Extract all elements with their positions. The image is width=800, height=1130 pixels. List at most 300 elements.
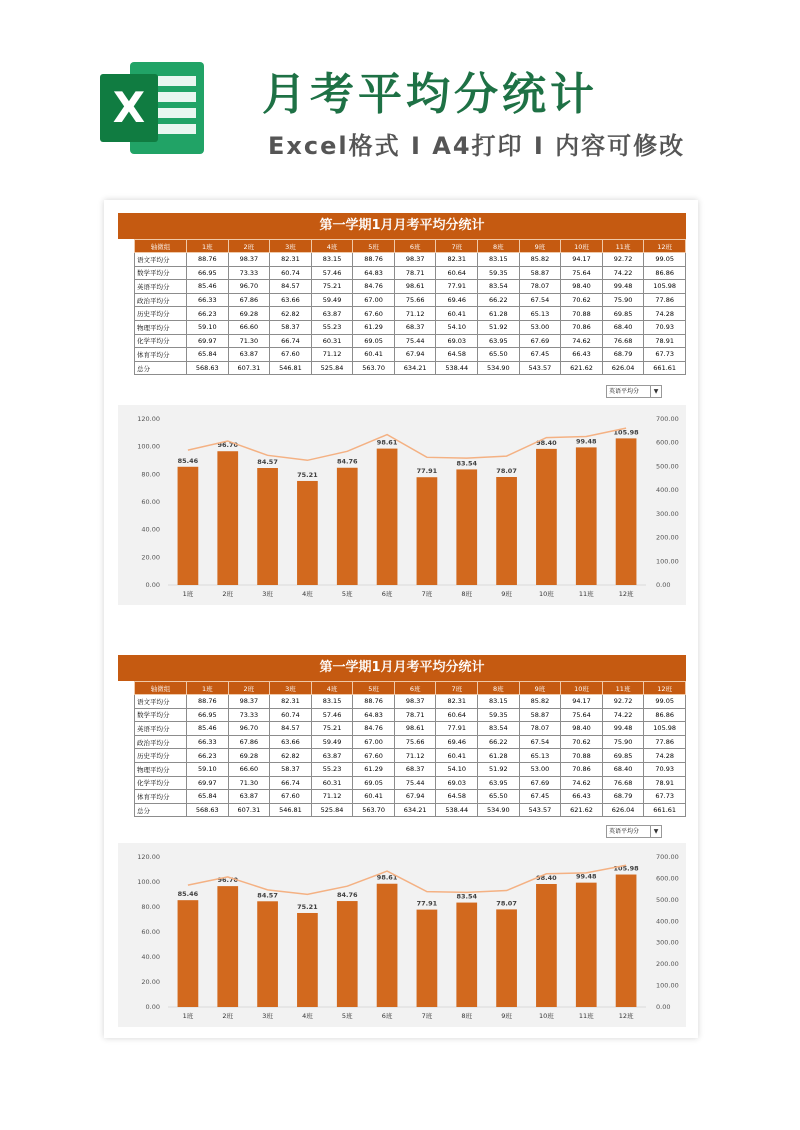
table-cell[interactable]: 84.57 <box>270 722 312 736</box>
table-cell[interactable]: 66.95 <box>187 708 229 722</box>
dropdown-value: 英语平均分 <box>609 828 640 835</box>
table-cell[interactable]: 61.28 <box>478 307 520 321</box>
column-header: 5班 <box>353 240 395 253</box>
table-cell[interactable]: 68.40 <box>602 320 644 334</box>
table-cell[interactable]: 85.46 <box>187 722 229 736</box>
x-tick-label: 8班 <box>461 1012 473 1020</box>
table-cell[interactable]: 84.57 <box>270 280 312 294</box>
y-axis-left-tick: 100.00 <box>137 878 160 886</box>
table-cell[interactable]: 53.00 <box>519 762 561 776</box>
x-tick-label: 3班 <box>262 1012 273 1020</box>
table-cell[interactable]: 69.85 <box>602 307 644 321</box>
table-cell[interactable]: 74.22 <box>602 708 644 722</box>
table-cell[interactable]: 67.45 <box>519 790 561 804</box>
y-axis-right-tick: 600.00 <box>656 874 679 883</box>
table-row <box>135 293 686 307</box>
table-cell[interactable]: 661.61 <box>644 803 686 817</box>
table-cell[interactable]: 69.46 <box>436 293 478 307</box>
table-cell[interactable]: 92.72 <box>602 695 644 709</box>
table-cell[interactable]: 99.05 <box>644 253 686 267</box>
table-cell[interactable]: 75.64 <box>561 266 603 280</box>
column-header: 8班 <box>478 682 520 695</box>
table-cell[interactable]: 83.54 <box>478 722 520 736</box>
table-cell[interactable]: 563.70 <box>353 803 395 817</box>
table-cell[interactable]: 71.30 <box>228 776 270 790</box>
table-cell[interactable]: 60.31 <box>311 334 353 348</box>
table-cell[interactable]: 69.85 <box>602 749 644 763</box>
table-cell[interactable]: 59.35 <box>478 708 520 722</box>
excel-logo-letter: X <box>112 83 146 132</box>
table-cell[interactable]: 71.12 <box>394 749 436 763</box>
table-cell[interactable]: 66.23 <box>187 307 229 321</box>
row-label[interactable]: 历史平均分 <box>135 749 187 763</box>
column-header: 轴微组 <box>135 240 187 253</box>
table-cell[interactable]: 98.61 <box>394 722 436 736</box>
table-body <box>135 253 686 375</box>
table-cell[interactable]: 59.35 <box>478 266 520 280</box>
table-cell[interactable]: 66.33 <box>187 735 229 749</box>
table-row <box>135 776 686 790</box>
table-cell[interactable]: 75.64 <box>561 708 603 722</box>
y-axis-right-tick: 100.00 <box>656 981 679 990</box>
x-tick-label: 6班 <box>381 590 393 598</box>
table-cell[interactable]: 94.17 <box>561 695 603 709</box>
bar <box>178 900 199 1007</box>
table-cell[interactable]: 88.76 <box>187 695 229 709</box>
y-axis-left-tick: 60.00 <box>141 928 160 936</box>
table-cell[interactable]: 563.70 <box>353 361 395 375</box>
table-cell[interactable]: 65.13 <box>519 749 561 763</box>
table-row <box>135 749 686 763</box>
table-cell[interactable]: 71.12 <box>394 307 436 321</box>
y-axis-right-tick: 700.00 <box>656 415 679 423</box>
y-axis-left-tick: 0.00 <box>145 581 160 589</box>
table-cell[interactable]: 568.63 <box>187 803 229 817</box>
table-cell[interactable]: 59.49 <box>311 735 353 749</box>
table-cell[interactable]: 82.31 <box>436 253 478 267</box>
table-cell[interactable]: 60.64 <box>436 708 478 722</box>
page-title: 月考平均分统计 <box>262 69 598 120</box>
table-cell[interactable]: 84.76 <box>353 722 395 736</box>
table-cell[interactable]: 70.88 <box>561 307 603 321</box>
row-label[interactable]: 政治平均分 <box>135 735 187 749</box>
table-cell[interactable]: 626.04 <box>602 361 644 375</box>
chevron-down-icon[interactable]: ▼ <box>650 826 661 837</box>
table-cell[interactable]: 77.91 <box>436 722 478 736</box>
table-cell[interactable]: 98.37 <box>394 253 436 267</box>
table-cell[interactable]: 75.44 <box>394 334 436 348</box>
x-tick-label: 10班 <box>539 590 554 598</box>
table-cell[interactable]: 66.23 <box>187 749 229 763</box>
table-cell[interactable]: 59.49 <box>311 293 353 307</box>
table-cell[interactable]: 76.68 <box>602 334 644 348</box>
table-cell[interactable]: 69.28 <box>228 749 270 763</box>
table-cell[interactable]: 634.21 <box>394 361 436 375</box>
table-cell[interactable]: 61.28 <box>478 749 520 763</box>
table-cell[interactable]: 69.03 <box>436 334 478 348</box>
data-label: 75.21 <box>297 902 318 911</box>
table-cell[interactable]: 75.90 <box>602 735 644 749</box>
table-cell[interactable]: 63.87 <box>311 749 353 763</box>
y-axis-right-tick: 0.00 <box>656 1003 671 1011</box>
table-cell[interactable]: 57.46 <box>311 266 353 280</box>
table-cell[interactable]: 538.44 <box>436 803 478 817</box>
table-cell[interactable]: 69.46 <box>436 735 478 749</box>
table-cell[interactable]: 78.07 <box>519 722 561 736</box>
table-cell[interactable]: 68.79 <box>602 348 644 362</box>
table-cell[interactable]: 76.68 <box>602 776 644 790</box>
bar <box>337 468 358 585</box>
table-cell[interactable]: 85.82 <box>519 695 561 709</box>
column-header: 1班 <box>187 682 229 695</box>
table-cell[interactable]: 98.40 <box>561 722 603 736</box>
table-cell[interactable]: 85.46 <box>187 280 229 294</box>
table-cell[interactable]: 82.31 <box>436 695 478 709</box>
table-cell[interactable]: 78.71 <box>394 266 436 280</box>
table-cell[interactable]: 84.76 <box>353 280 395 294</box>
table-cell[interactable]: 83.15 <box>311 695 353 709</box>
table-cell[interactable]: 546.81 <box>270 803 312 817</box>
table-cell[interactable]: 98.37 <box>228 695 270 709</box>
table-cell[interactable]: 94.17 <box>561 253 603 267</box>
table-body <box>135 695 686 817</box>
table-cell[interactable]: 59.10 <box>187 320 229 334</box>
table-cell[interactable]: 69.28 <box>228 307 270 321</box>
table-cell[interactable]: 607.31 <box>228 361 270 375</box>
table-cell[interactable]: 62.82 <box>270 749 312 763</box>
table-cell[interactable]: 67.94 <box>394 348 436 362</box>
table-cell[interactable]: 58.87 <box>519 266 561 280</box>
row-label[interactable]: 体育平均分 <box>135 790 187 804</box>
bar <box>377 449 398 585</box>
table-cell[interactable]: 607.31 <box>228 803 270 817</box>
table-cell[interactable]: 71.12 <box>311 348 353 362</box>
table-cell[interactable]: 538.44 <box>436 361 478 375</box>
table-cell[interactable]: 60.74 <box>270 266 312 280</box>
table-cell[interactable]: 568.63 <box>187 361 229 375</box>
table-cell[interactable]: 525.84 <box>311 361 353 375</box>
table-cell[interactable]: 67.60 <box>270 790 312 804</box>
table-cell[interactable]: 65.50 <box>478 348 520 362</box>
table-cell[interactable]: 88.76 <box>353 253 395 267</box>
data-table <box>134 681 686 817</box>
table-cell[interactable]: 67.73 <box>644 348 686 362</box>
table-cell[interactable]: 66.22 <box>478 735 520 749</box>
x-tick-label: 10班 <box>539 1012 554 1020</box>
table-cell[interactable]: 67.60 <box>353 749 395 763</box>
data-table <box>134 239 686 375</box>
table-cell[interactable]: 88.76 <box>353 695 395 709</box>
table-cell[interactable]: 64.83 <box>353 266 395 280</box>
y-axis-right-tick: 400.00 <box>656 486 679 495</box>
table-cell[interactable]: 70.93 <box>644 762 686 776</box>
table-cell[interactable]: 70.62 <box>561 735 603 749</box>
table-cell[interactable]: 83.54 <box>478 280 520 294</box>
table-cell[interactable]: 58.37 <box>270 762 312 776</box>
row-label[interactable]: 语文平均分 <box>135 253 187 267</box>
table-cell[interactable]: 59.10 <box>187 762 229 776</box>
chart-svg <box>118 843 686 1027</box>
table-cell[interactable]: 67.60 <box>270 348 312 362</box>
row-label[interactable]: 英语平均分 <box>135 280 187 294</box>
table-cell[interactable]: 68.37 <box>394 762 436 776</box>
row-label[interactable]: 历史平均分 <box>135 307 187 321</box>
table-cell[interactable]: 70.86 <box>561 762 603 776</box>
table-cell[interactable]: 63.87 <box>311 307 353 321</box>
table-cell[interactable]: 98.37 <box>228 253 270 267</box>
table-cell[interactable]: 64.58 <box>436 348 478 362</box>
table-cell[interactable]: 63.87 <box>228 348 270 362</box>
table-cell[interactable]: 83.15 <box>311 253 353 267</box>
row-label[interactable]: 化学平均分 <box>135 334 187 348</box>
data-label: 98.61 <box>376 873 398 882</box>
table-cell[interactable]: 105.98 <box>644 280 686 294</box>
column-header: 1班 <box>187 240 229 253</box>
table-cell[interactable]: 71.30 <box>228 334 270 348</box>
table-cell[interactable]: 55.23 <box>311 762 353 776</box>
table-row <box>135 735 686 749</box>
sheet-banner: 第一学期1月月考平均分统计 <box>118 655 686 681</box>
row-label[interactable]: 总分 <box>135 803 187 817</box>
table-cell[interactable]: 66.95 <box>187 266 229 280</box>
table-cell[interactable]: 54.10 <box>436 762 478 776</box>
table-cell[interactable]: 69.05 <box>353 334 395 348</box>
table-cell[interactable]: 67.00 <box>353 735 395 749</box>
data-label: 85.46 <box>177 890 199 899</box>
table-cell[interactable]: 534.90 <box>478 803 520 817</box>
table-cell[interactable]: 64.83 <box>353 708 395 722</box>
table-cell[interactable]: 75.44 <box>394 776 436 790</box>
table-cell[interactable]: 74.62 <box>561 776 603 790</box>
table-cell[interactable]: 63.95 <box>478 334 520 348</box>
data-label: 78.07 <box>496 899 517 908</box>
table-cell[interactable]: 69.97 <box>187 334 229 348</box>
table-cell[interactable]: 534.90 <box>478 361 520 375</box>
x-tick-label: 3班 <box>262 590 273 598</box>
table-cell[interactable]: 63.95 <box>478 776 520 790</box>
table-cell[interactable]: 82.31 <box>270 253 312 267</box>
table-cell[interactable]: 53.00 <box>519 320 561 334</box>
chevron-down-icon[interactable]: ▼ <box>650 386 661 397</box>
table-cell[interactable]: 63.66 <box>270 293 312 307</box>
table-cell[interactable]: 65.84 <box>187 790 229 804</box>
table-cell[interactable]: 60.41 <box>353 348 395 362</box>
table-cell[interactable]: 64.58 <box>436 790 478 804</box>
table-cell[interactable]: 77.86 <box>644 293 686 307</box>
table-cell[interactable]: 96.70 <box>228 722 270 736</box>
row-label[interactable]: 英语平均分 <box>135 722 187 736</box>
table-cell[interactable]: 69.97 <box>187 776 229 790</box>
table-cell[interactable]: 78.91 <box>644 334 686 348</box>
table-cell[interactable]: 546.81 <box>270 361 312 375</box>
table-cell[interactable]: 67.00 <box>353 293 395 307</box>
table-row <box>135 320 686 334</box>
subject-dropdown[interactable] <box>606 385 662 398</box>
subject-dropdown[interactable] <box>606 825 662 838</box>
table-cell[interactable]: 634.21 <box>394 803 436 817</box>
table-cell[interactable]: 83.15 <box>478 695 520 709</box>
table-cell[interactable]: 74.28 <box>644 749 686 763</box>
table-cell[interactable]: 51.92 <box>478 762 520 776</box>
table-cell[interactable]: 57.46 <box>311 708 353 722</box>
table-cell[interactable]: 78.07 <box>519 280 561 294</box>
x-tick-label: 7班 <box>421 590 433 598</box>
table-cell[interactable]: 99.48 <box>602 722 644 736</box>
table-cell[interactable]: 65.84 <box>187 348 229 362</box>
y-axis-left-tick: 20.00 <box>141 553 160 562</box>
row-label[interactable]: 化学平均分 <box>135 776 187 790</box>
table-cell[interactable]: 63.87 <box>228 790 270 804</box>
row-label[interactable]: 总分 <box>135 361 187 375</box>
row-label[interactable]: 数学平均分 <box>135 266 187 280</box>
table-cell[interactable]: 98.61 <box>394 280 436 294</box>
row-label[interactable]: 数学平均分 <box>135 708 187 722</box>
table-cell[interactable]: 70.62 <box>561 293 603 307</box>
table-cell[interactable]: 75.90 <box>602 293 644 307</box>
table-cell[interactable]: 105.98 <box>644 722 686 736</box>
table-cell[interactable]: 68.37 <box>394 320 436 334</box>
table-cell[interactable]: 525.84 <box>311 803 353 817</box>
table-cell[interactable]: 71.12 <box>311 790 353 804</box>
table-cell[interactable]: 66.43 <box>561 790 603 804</box>
table-cell[interactable]: 65.50 <box>478 790 520 804</box>
x-tick-label: 5班 <box>341 590 353 598</box>
table-cell[interactable]: 67.54 <box>519 735 561 749</box>
table-cell[interactable]: 78.91 <box>644 776 686 790</box>
table-cell[interactable]: 66.74 <box>270 776 312 790</box>
table-cell[interactable]: 60.41 <box>436 749 478 763</box>
table-cell[interactable]: 626.04 <box>602 803 644 817</box>
table-row <box>135 266 686 280</box>
table-cell[interactable]: 65.13 <box>519 307 561 321</box>
y-axis-right-tick: 500.00 <box>656 462 679 471</box>
table-cell[interactable]: 70.86 <box>561 320 603 334</box>
table-cell[interactable]: 67.86 <box>228 293 270 307</box>
table-cell[interactable]: 74.22 <box>602 266 644 280</box>
table-cell[interactable]: 67.94 <box>394 790 436 804</box>
row-label[interactable]: 体育平均分 <box>135 348 187 362</box>
bar <box>576 883 597 1007</box>
table-cell[interactable]: 66.60 <box>228 320 270 334</box>
table-cell[interactable]: 67.54 <box>519 293 561 307</box>
x-tick-label: 1班 <box>182 590 194 598</box>
table-cell[interactable]: 543.57 <box>519 803 561 817</box>
table-cell[interactable]: 70.93 <box>644 320 686 334</box>
table-cell[interactable]: 51.92 <box>478 320 520 334</box>
y-axis-right-tick: 700.00 <box>656 853 679 861</box>
table-cell[interactable]: 66.60 <box>228 762 270 776</box>
table-cell[interactable]: 69.05 <box>353 776 395 790</box>
table-cell[interactable]: 75.66 <box>394 293 436 307</box>
table-cell[interactable]: 68.40 <box>602 762 644 776</box>
table-cell[interactable]: 99.05 <box>644 695 686 709</box>
table-cell[interactable]: 78.71 <box>394 708 436 722</box>
table-cell[interactable]: 75.66 <box>394 735 436 749</box>
table-cell[interactable]: 66.33 <box>187 293 229 307</box>
table-cell[interactable]: 68.79 <box>602 790 644 804</box>
table-cell[interactable]: 86.86 <box>644 266 686 280</box>
table-cell[interactable]: 98.40 <box>561 280 603 294</box>
table-cell[interactable]: 55.23 <box>311 320 353 334</box>
table-cell[interactable]: 86.86 <box>644 708 686 722</box>
table-cell[interactable]: 60.31 <box>311 776 353 790</box>
table-cell[interactable]: 77.91 <box>436 280 478 294</box>
table-cell[interactable]: 67.69 <box>519 334 561 348</box>
table-cell[interactable]: 58.87 <box>519 708 561 722</box>
table-cell[interactable]: 61.29 <box>353 320 395 334</box>
data-label: 98.40 <box>536 438 557 447</box>
table-cell[interactable]: 62.82 <box>270 307 312 321</box>
table-cell[interactable]: 621.62 <box>561 361 603 375</box>
table-cell[interactable]: 63.66 <box>270 735 312 749</box>
y-axis-right-tick: 0.00 <box>656 581 671 589</box>
row-label[interactable]: 政治平均分 <box>135 293 187 307</box>
bar <box>536 884 557 1007</box>
data-label: 98.40 <box>536 874 557 882</box>
column-header: 5班 <box>353 682 395 695</box>
table-cell[interactable]: 92.72 <box>602 253 644 267</box>
table-cell[interactable]: 60.74 <box>270 708 312 722</box>
bar <box>257 901 278 1007</box>
table-cell[interactable]: 67.86 <box>228 735 270 749</box>
row-label[interactable]: 语文平均分 <box>135 695 187 709</box>
table-cell[interactable]: 96.70 <box>228 280 270 294</box>
table-cell[interactable]: 74.62 <box>561 334 603 348</box>
table-cell[interactable]: 83.15 <box>478 253 520 267</box>
table-cell[interactable]: 67.45 <box>519 348 561 362</box>
bar <box>496 909 517 1007</box>
table-cell[interactable]: 70.88 <box>561 749 603 763</box>
data-label: 77.91 <box>416 467 438 476</box>
table-cell[interactable]: 543.57 <box>519 361 561 375</box>
table-cell[interactable]: 60.41 <box>436 307 478 321</box>
data-label: 75.21 <box>297 470 318 479</box>
table-cell[interactable]: 54.10 <box>436 320 478 334</box>
table-cell[interactable]: 66.22 <box>478 293 520 307</box>
table-cell[interactable]: 67.60 <box>353 307 395 321</box>
table-cell[interactable]: 98.37 <box>394 695 436 709</box>
table-cell[interactable]: 60.41 <box>353 790 395 804</box>
table-cell[interactable]: 75.21 <box>311 722 353 736</box>
table-cell[interactable]: 73.33 <box>228 266 270 280</box>
table-cell[interactable]: 77.86 <box>644 735 686 749</box>
table-cell[interactable]: 75.21 <box>311 280 353 294</box>
table-cell[interactable]: 58.37 <box>270 320 312 334</box>
x-tick-label: 12班 <box>618 590 634 598</box>
table-cell[interactable]: 621.62 <box>561 803 603 817</box>
row-label[interactable]: 物理平均分 <box>135 762 187 776</box>
table-cell[interactable]: 61.29 <box>353 762 395 776</box>
table-cell[interactable]: 66.74 <box>270 334 312 348</box>
table-cell[interactable]: 74.28 <box>644 307 686 321</box>
table-cell[interactable]: 66.43 <box>561 348 603 362</box>
table-cell[interactable]: 73.33 <box>228 708 270 722</box>
table-cell[interactable]: 85.82 <box>519 253 561 267</box>
table-cell[interactable]: 67.69 <box>519 776 561 790</box>
table-cell[interactable]: 67.73 <box>644 790 686 804</box>
table-cell[interactable]: 82.31 <box>270 695 312 709</box>
data-label: 99.48 <box>575 437 597 446</box>
x-tick-label: 1班 <box>182 1012 194 1020</box>
table-cell[interactable]: 99.48 <box>602 280 644 294</box>
table-cell[interactable]: 88.76 <box>187 253 229 267</box>
table-cell[interactable]: 661.61 <box>644 361 686 375</box>
table-cell[interactable]: 69.03 <box>436 776 478 790</box>
series-line <box>188 865 626 894</box>
row-label[interactable]: 物理平均分 <box>135 320 187 334</box>
y-axis-right-tick: 400.00 <box>656 917 679 926</box>
table-cell[interactable]: 60.64 <box>436 266 478 280</box>
